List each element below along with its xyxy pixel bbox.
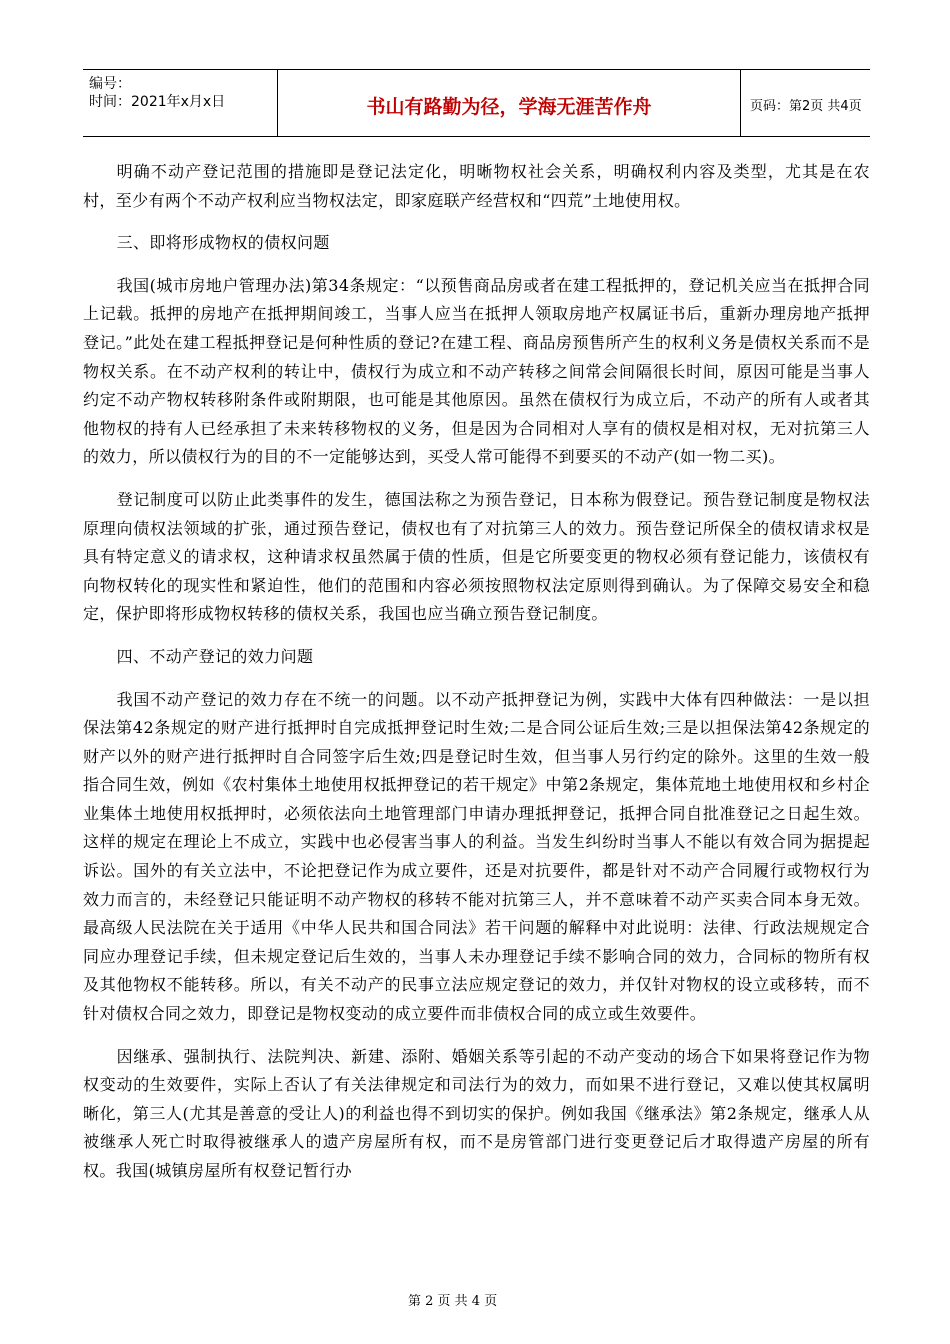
paragraph-advance-registration: 登记制度可以防止此类事件的发生，德国法称之为预告登记，日本称为假登记。预告登记制度是物权法原理向债权法领域的扩张，通过预告登记，债权也有了对抗第三人的效力。预告登记所保全的债权请求权是具有特定意义的请求权，这种请求权虽然属于债的性质，但是它所要变更的物权必须有登记能力，该债权有向物权转化的现实性和紧迫性，他们的范围和内容必须按照物权法定原则得到确认。为了保障交易安全和稳定，保护即将形成物权转移的债权关系，我国也应当确立预告登记制度。 [83, 489, 870, 624]
page-header [83, 69, 870, 137]
paragraph-inheritance-change: 因继承、强制执行、法院判决、新建、添附、婚姻关系等引起的不动产变动的场合下如果将登记作为物权变动的生效要件，实际上否认了有关法律规定和司法行为的效力，而如果不进行登记，又难以使其权属明晰化，第三人(尤其是善意的受让人)的利益也得不到切实的保护。例如我国《继承法》第2条规定，继承人从被继承人死亡时取得被继承人的遗产房屋所有权，而不是房管部门进行变更登记后才取得遗产房屋的所有权。我国(城镇房屋所有权登记暂行办 [83, 1046, 870, 1180]
header-page-cell [741, 70, 870, 136]
document-number-label: 编号： [89, 76, 131, 92]
header-motto-cell [278, 70, 741, 136]
paragraph-registration-scope: 明确不动产登记范围的措施即是登记法定化，明晰物权社会关系，明确权利内容及类型，尤其是在农村，至少有两个不动产权利应当物权法定，即家庭联产经营权和“四荒”土地使用权。 [83, 162, 870, 210]
header-meta-cell [83, 70, 278, 136]
header-motto: 书山有路勤为径，学海无涯苦作舟 [366, 96, 652, 118]
paragraph-registration-effect: 我国不动产登记的效力存在不统一的问题。以不动产抵押登记为例，实践中大体有四种做法：一是以担保法第42条规定的财产进行抵押时自完成抵押登记时生效;二是合同公证后生效;三是以担保法第42条规定的财产以外的财产进行抵押时自合同签字后生效;四是登记时生效，但当事人另行约定的除外。这里的生效一般指合同生效，例如《农村集体土地使用权抵押登记的若干规定》中第2条规定，集体荒地土地使用权和乡村企业集体土地使用权抵押时，必须依法向土地管理部门申请办理抵押登记，抵押合同自批准登记之日起生效。这样的规定在理论上不成立，实践中也必侵害当事人的利益。当发生纠纷时当事人不能以有效合同为据提起诉讼。国外的有关立法中，不论把登记作为成立要件，还是对抗要件，都是针对不动产合同履行或物权行为效力而言的，未经登记只能证明不动产物权的移转不能对抗第三人，并不意味着不动产买卖合同本身无效。最高级人民法院在关于适用《中华人民共和国合同法》若干问题的解释中对此说明：法律、行政法规规定合同应办理登记手续，但未规定登记后生效的，当事人未办理登记手续不影响合同的效力，合同标的物所有权及其他物权不能转移。所以，有关不动产的民事立法应规定登记的效力，并仅针对物权的设立或移转，而不针对债权合同之效力，即登记是物权变动的成立要件而非债权合同的成立或生效要件。 [83, 689, 870, 1024]
section-heading-4: 四、不动产登记的效力问题 [116, 646, 314, 666]
paragraph-presale-mortgage: 我国(城市房地户管理办法)第34条规定：“以预售商品房或者在建工程抵押的，登记机关应当在抵押合同上记载。抵押的房地产在抵押期间竣工，当事人应当在抵押人领取房地产权属证书后，重新办理房地产抵押登记。”此处在建工程抵押登记是何种性质的登记?在建工程、商品房预售所产生的权利义务是债权关系而不是物权关系。在不动产权利的转让中，债权行为成立和不动产转移之间常会间隔很长时间，原因可能是当事人约定不动产物权转移附条件或附期限，也可能是其他原因。虽然在债权行为成立后，不动产的所有人或者其他物权的持有人已经承担了未来转移物权的义务，但是因为合同相对人享有的债权是相对权，无对抗第三人的效力，所以债权行为的目的不一定能够达到，买受人常可能得不到要买的不动产(如一物二买)。 [83, 275, 870, 467]
document-date-label: 时间：2021年x月x日 [89, 94, 226, 110]
header-page-number: 页码：第2页 共4页 [750, 99, 862, 114]
page-footer: 第 2 页 共 4 页 [408, 1294, 498, 1309]
document-body [83, 158, 870, 1200]
section-heading-3: 三、即将形成物权的债权问题 [116, 233, 330, 253]
